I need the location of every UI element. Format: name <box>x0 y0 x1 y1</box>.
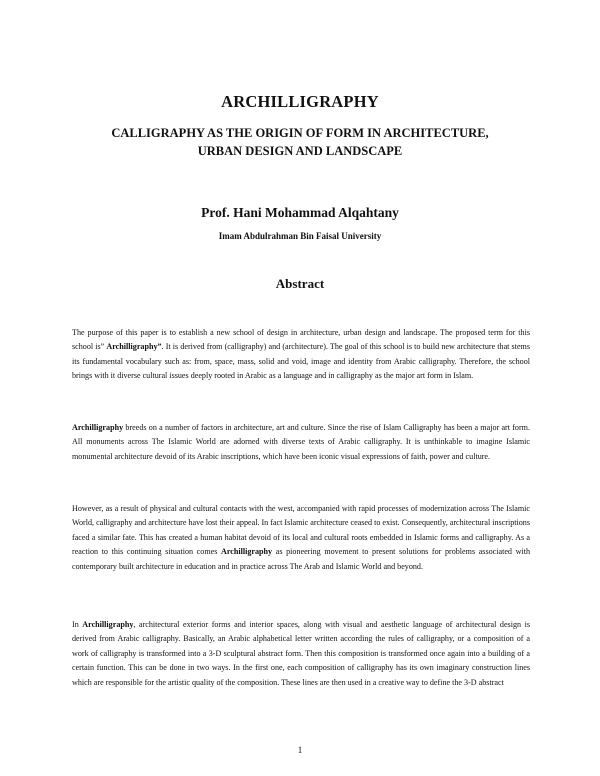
paragraph-text: . It is derived from (calligraphy) and (architecture). The goal of this school is to build new architecture that stems its fundamental vocabulary such as: from, space, mass, solid and void, image and identity from Arabic calligraphy. Therefore, the school brings with it diverse cultural issues deeply rooted in Arabic as a language and in calligraphy as the major art form in Islam. <box>72 342 530 381</box>
paragraph-text: as pioneering movement to present solutions for problems associated with contemporary built architecture in education and in practice across The Arab and Islamic World and beyond. <box>72 547 530 571</box>
term-emphasis: Archilligraphy” <box>106 342 162 352</box>
subtitle-line: URBAN DESIGN AND LANDSCAPE <box>197 144 403 158</box>
author-name: Prof. Hani Mohammad Alqahtany <box>201 205 399 220</box>
abstract-paragraph <box>72 502 530 574</box>
term-emphasis: Archilligraphy <box>220 547 273 557</box>
paragraph-text: , architectural exterior forms and interior spaces, along with visual and aesthetic language of architectural design is derived from Arabic calligraphy. Basically, an Arabic alphabetical letter written according the rules of calligraphy, or a composition of a work of calligraphy is transformed into a 3-D sculptural abstract form. Then this composition is transformed once again into a building of a certain function. This can be done in two ways. In the first one, each composition of calligraphy has its own imaginary construction lines which are responsible for the artistic quality of the composition. These lines are then used in a creative way to define the 3-D abstract <box>72 620 530 687</box>
abstract-paragraph <box>72 326 530 384</box>
page-number: 1 <box>297 745 303 755</box>
subtitle-line: CALLIGRAPHY AS THE ORIGIN OF FORM IN ARCHITECTURE, <box>111 126 489 140</box>
term-emphasis: Archilligraphy <box>72 423 124 432</box>
paper-subtitle <box>60 124 540 160</box>
paper-title: ARCHILLIGRAPHY <box>221 92 379 111</box>
term-emphasis: Archilligraphy <box>82 620 134 629</box>
paragraph-text: The purpose of this paper is to establish a new school of design in architecture, urban design and landscape. The proposed term for this school is” <box>72 328 530 352</box>
author-affiliation: Imam Abdulrahman Bin Faisal University <box>218 231 382 241</box>
abstract-paragraph <box>72 421 530 464</box>
paragraph-text: However, as a result of physical and cultural contacts with the west, accompanied with rapid processes of modernization across The Islamic World, calligraphy and architecture have lost their appeal. In fact Islamic architecture ceased to exist. Consequently, architectural inscriptions faced a similar fate. This has created a human habitat devoid of its local and cultural roots embedded in Islamic forms and calligraphy. As a reaction to this continuing situation comes <box>72 504 530 557</box>
abstract-heading: Abstract <box>275 276 325 291</box>
paragraph-text: breeds on a number of factors in architecture, art and culture. Since the rise of Islam Calligraphy has been a major art form. All monuments across The Islamic World are adorned with diverse texts of Arabic calligraphy. It is unthinkable to imagine Islamic monumental architecture devoid of its Arabic inscriptions, which have been iconic visual expressions of faith, power and culture. <box>72 423 530 461</box>
abstract-paragraph <box>72 618 530 690</box>
paragraph-text: In <box>72 620 83 629</box>
